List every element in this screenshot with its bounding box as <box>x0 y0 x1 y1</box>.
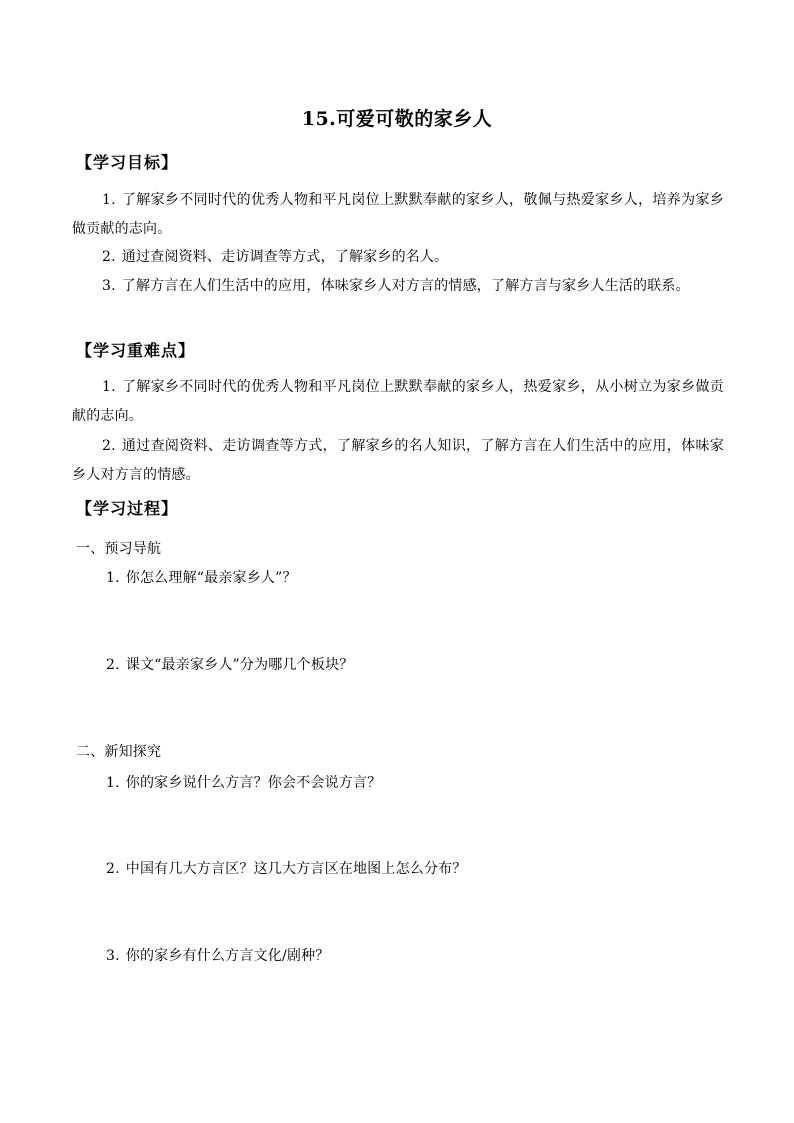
page-title: 15.可爱可敬的家乡人 <box>301 108 493 130</box>
question-number: 1. <box>106 775 120 791</box>
question-number: 3. <box>106 948 120 964</box>
preview-question-2 <box>106 654 353 674</box>
preview-heading: 一、预习导航 <box>76 541 162 557</box>
explore-question-1 <box>106 772 381 792</box>
explore-question-2 <box>106 858 467 878</box>
question-number: 1. <box>106 570 120 586</box>
question-text: 课文“最亲家乡人”分为哪几个板块？ <box>125 657 354 673</box>
explore-question-3 <box>106 945 329 965</box>
goal-item-3 <box>72 272 724 301</box>
question-text: 你怎么理解“最亲家乡人”？ <box>125 570 297 586</box>
keypoint-item-text: 了解家乡不同时代的优秀人物和平凡岗位上默默奉献的家乡人，热爱家乡，从小树立为家乡做贡献的志向。 <box>72 379 724 424</box>
section-heading-goals: 【学习目标】 <box>76 153 179 172</box>
goal-item-text: 了解家乡不同时代的优秀人物和平凡岗位上默默奉献的家乡人，敬佩与热爱家乡人，培养为家乡做贡献的志向。 <box>72 192 724 237</box>
section-heading-process: 【学习过程】 <box>76 499 179 518</box>
keypoint-item-2 <box>72 432 724 489</box>
goal-item-2 <box>72 243 724 272</box>
question-text: 你的家乡有什么方言文化/剧种？ <box>125 948 330 964</box>
goal-item-text: 了解方言在人们生活中的应用，体味家乡人对方言的情感，了解方言与家乡人生活的联系。 <box>121 278 690 294</box>
question-number: 2. <box>106 657 120 673</box>
keypoint-item-number: 2. <box>102 438 116 454</box>
keypoint-item-text: 通过查阅资料、走访调查等方式，了解家乡的名人知识，了解方言在人们生活中的应用，体味家乡人对方言的情感。 <box>72 438 724 483</box>
goal-item-number: 2. <box>102 249 116 265</box>
keypoint-item-number: 1. <box>102 379 116 395</box>
question-text: 你的家乡说什么方言？你会不会说方言？ <box>125 775 382 791</box>
goal-item-number: 3. <box>102 278 116 294</box>
explore-heading: 二、新知探究 <box>76 744 162 760</box>
goal-item-number: 1. <box>102 192 116 208</box>
section-heading-keypoints: 【学习重难点】 <box>76 341 196 360</box>
keypoint-item-1 <box>72 373 724 430</box>
goal-item-text: 通过查阅资料、走访调查等方式，了解家乡的名人。 <box>121 249 449 265</box>
goal-item-1 <box>72 186 724 243</box>
preview-question-1 <box>106 567 297 587</box>
question-number: 2. <box>106 861 120 877</box>
question-text: 中国有几大方言区？这几大方言区在地图上怎么分布？ <box>125 861 467 877</box>
